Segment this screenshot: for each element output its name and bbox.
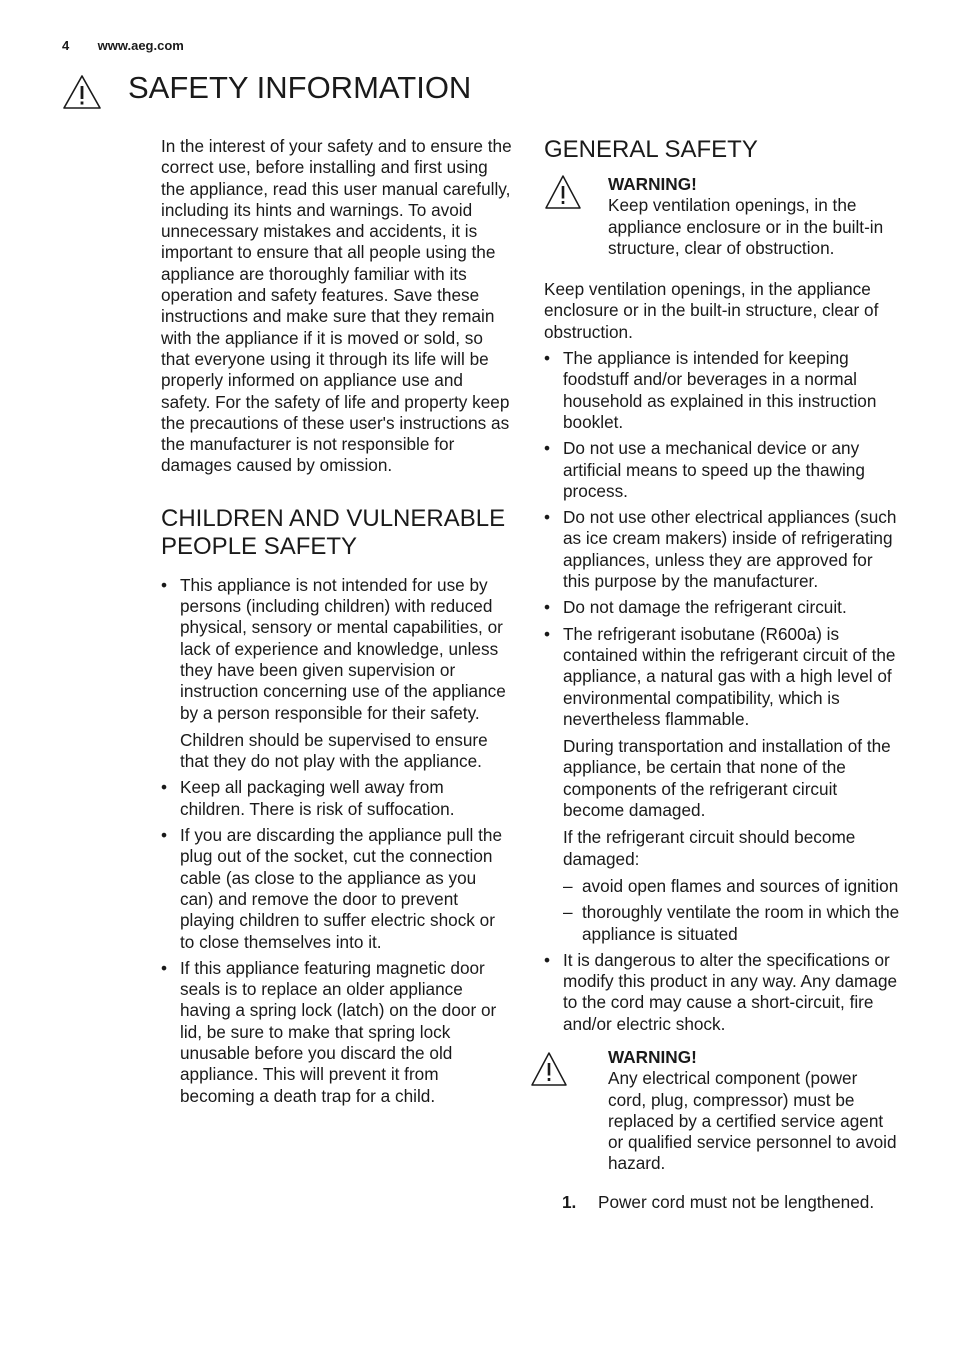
warning-triangle-icon — [530, 1051, 568, 1087]
warning-text: Any electrical component (power cord, plug, compressor) must be replaced by a certified service agent or qualified service personnel to avoid hazard. — [608, 1068, 897, 1174]
header-url[interactable]: www.aeg.com — [97, 38, 184, 53]
sub-list — [563, 876, 900, 945]
list-item — [161, 825, 513, 953]
list-item — [544, 438, 900, 502]
warning-text: Keep ventilation openings, in the appliance enclosure or in the built-in structure, clear of obstruction. — [608, 195, 884, 258]
general-paragraph: Keep ventilation openings, in the appliance enclosure or in the built-in structure, clear of obstruction. — [544, 279, 879, 342]
children-section-title: CHILDREN AND VULNERABLE PEOPLE SAFETY — [161, 504, 506, 560]
list-item-text: • Do not use a mechanical device or any artificial means to speed up the thawing process. — [563, 438, 865, 501]
list-item — [544, 950, 900, 1035]
list-item — [544, 507, 900, 592]
list-item-text: • The appliance is intended for keeping foodstuff and/or beverages in a normal household as explained in this instruction booklet. — [563, 348, 877, 432]
list-item-text: • If you are discarding the appliance pull the plug out of the socket, cut the connection cable (as close to the appliance as you can) and remove the door to prevent playing children to suffer electric shock or to close themselves into it. — [180, 825, 502, 952]
warning-title: WARNING! — [608, 1046, 697, 1067]
warning-triangle-icon — [62, 74, 102, 110]
left-column — [161, 136, 513, 1112]
list-item-extra: If the refrigerant circuit should become damaged: — [563, 827, 856, 869]
list-item — [161, 575, 513, 773]
list-item-text: • This appliance is not intended for use by persons (including children) with reduced physical, sensory or mental capabilities, or lack of experience and knowledge, unless they have been given supervision or instruction concerning use of the appliance by a person responsible for their safety. — [180, 574, 506, 723]
list-item — [161, 777, 513, 820]
intro-paragraph: In the interest of your safety and to ensure the correct use, before installing and first using the appliance, read this user manual carefully, including its hints and warnings. To avoid unnecessary mistakes and accidents, it is important to ensure that all people using the appliance are thoroughly familiar with its operation and safety features. Save these instructions and make sure that they remain with the appliance if it is moved or sold, so that everyone using it through its life will be properly informed on appliance use and safety. For the safety of life and property keep the precautions of these user's instructions as the manufacturer is not responsible for damages caused by omission. — [161, 136, 512, 476]
list-item-extra: Children should be supervised to ensure that they do not play with the appliance. — [180, 729, 488, 772]
numbered-list — [544, 1192, 900, 1213]
list-item-text: • If this appliance featuring magnetic door seals is to replace an older appliance having a spring lock (latch) on the door or lid, be sure to make that spring lock unusable before you discard the old appliance. This will prevent it from becoming a death trap for a child. — [180, 957, 497, 1106]
general-list — [544, 348, 900, 1035]
page-number: 4 — [62, 38, 70, 53]
right-column — [544, 136, 900, 1213]
sub-list-item: – thoroughly ventilate the room in which the appliance is situated — [563, 902, 900, 945]
page-title: SAFETY INFORMATION — [128, 70, 472, 105]
sub-list-item: – avoid open flames and sources of ignition — [563, 876, 900, 897]
list-item — [544, 348, 900, 433]
general-section-title: GENERAL SAFETY — [544, 136, 758, 163]
list-item-extra: During transportation and installation of the appliance, be certain that none of the components of the refrigerant circuit become damaged. — [563, 736, 891, 821]
list-item — [161, 958, 513, 1107]
list-item-text: • The refrigerant isobutane (R600a) is contained within the refrigerant circuit of the appliance, a natural gas with a high level of environmental compatibility, which is nevertheless flammable. — [563, 623, 896, 729]
list-item — [544, 597, 900, 618]
list-item-text: • Do not use other electrical appliances (such as ice cream makers) inside of refrigerating appliances, unless they are approved for this purpose by the manufacturer. — [563, 507, 897, 592]
list-item-text: • Keep all packaging well away from children. There is risk of suffocation. — [180, 777, 455, 819]
warning-triangle-icon — [544, 174, 582, 210]
warning-box — [544, 174, 900, 259]
numbered-item-number: 1. — [562, 1191, 577, 1212]
numbered-item-text: Power cord must not be lengthened. — [598, 1191, 875, 1212]
numbered-item — [562, 1192, 900, 1213]
warning-title: WARNING! — [608, 174, 697, 194]
children-list — [161, 575, 513, 1107]
list-item — [544, 624, 900, 945]
page-header — [62, 38, 184, 53]
list-item-text: • Do not damage the refrigerant circuit. — [563, 597, 847, 618]
warning-box — [530, 1047, 900, 1175]
list-item-text: • It is dangerous to alter the specifications or modify this product in any way. Any damage to the cord may cause a short-circuit, fire and/or electric shock. — [563, 949, 898, 1034]
